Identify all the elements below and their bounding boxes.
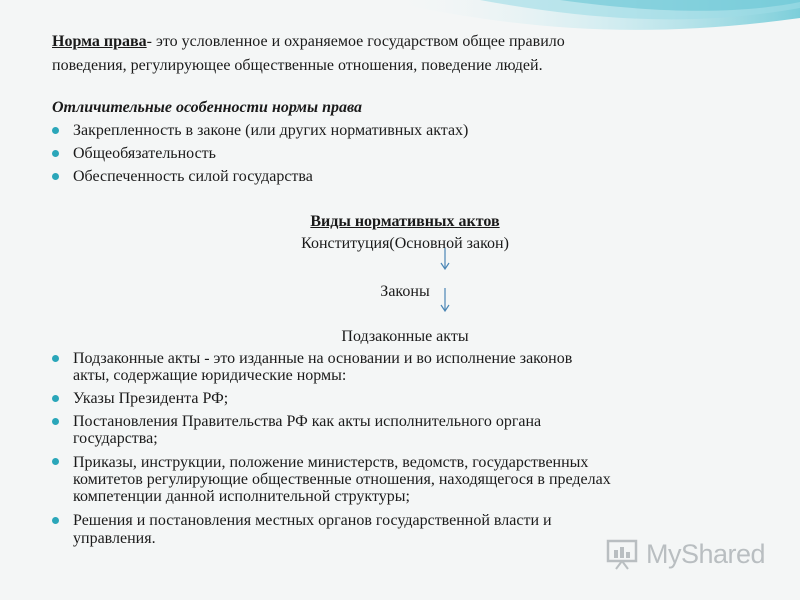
bylaw-item-line: управления.	[73, 530, 156, 547]
presentation-board-icon	[606, 538, 640, 570]
bylaw-item-line: государства;	[73, 430, 158, 447]
bylaw-item-line: Указы Президента РФ;	[73, 390, 229, 407]
definition-line-1	[52, 32, 565, 52]
bullet-icon	[52, 517, 59, 524]
down-arrow-icon	[440, 248, 450, 270]
bullet-icon	[52, 173, 59, 180]
acts-heading: Виды нормативных актов	[310, 213, 500, 230]
bylaw-item-line: Постановления Правительства РФ как акты исполнительного органа	[73, 413, 542, 430]
feature-item: Общеобязательность	[73, 145, 216, 162]
bullet-icon	[52, 395, 59, 402]
definition-rest: - это условленное и охраняемое государством общее правило	[146, 33, 565, 50]
watermark-logo	[606, 536, 771, 574]
bylaw-item-line: Приказы, инструкции, положение министерств, ведомств, государственных	[73, 454, 589, 471]
hierarchy-level: Законы	[380, 283, 430, 300]
definition-line-2: поведения, регулирующее общественные отношения, поведение людей.	[52, 57, 543, 74]
bullet-icon	[52, 150, 59, 157]
bylaw-item-line: Подзаконные акты - это изданные на основании и во исполнение законов	[73, 350, 573, 367]
bylaw-item-line: комитетов регулирующие общественные отношения, находящегося в пределах	[73, 471, 611, 488]
bullet-icon	[52, 458, 59, 465]
bylaw-item-line: Решения и постановления местных органов государственной власти и	[73, 512, 552, 529]
down-arrow-icon	[440, 288, 450, 312]
feature-item: Обеспеченность силой государства	[73, 168, 313, 185]
bylaw-item-line: акты, содержащие юридические нормы:	[73, 367, 347, 384]
bullet-icon	[52, 127, 59, 134]
bullet-icon	[52, 418, 59, 425]
bylaw-item-line: компетенции данной исполнительной структуры;	[73, 488, 410, 505]
hierarchy-level: Конституция(Основной закон)	[301, 235, 509, 252]
features-heading: Отличительные особенности нормы права	[52, 99, 363, 116]
watermark-text: MyShared	[646, 539, 766, 569]
bullet-icon	[52, 355, 59, 362]
feature-item: Закрепленность в законе (или других нормативных актах)	[73, 122, 469, 139]
hierarchy-level: Подзаконные акты	[341, 328, 469, 345]
definition-term: Норма права	[52, 33, 147, 50]
